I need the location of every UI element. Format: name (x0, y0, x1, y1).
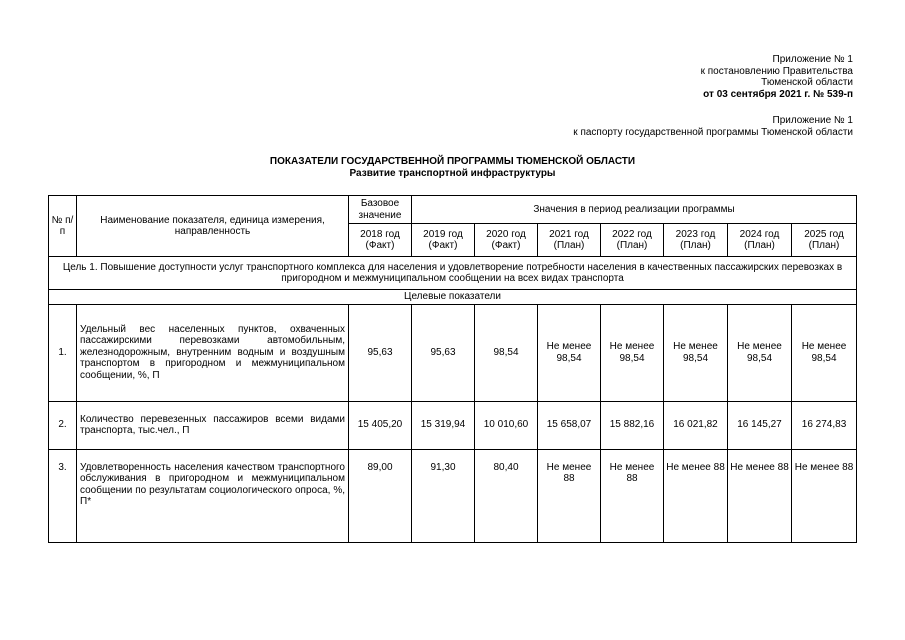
header-base: Базовое значение (349, 196, 412, 224)
row-number: 3. (49, 449, 77, 542)
value-cell: 16 021,82 (664, 401, 728, 449)
annex-line: к постановлению Правительства (700, 65, 853, 77)
value-cell: 15 882,16 (601, 401, 664, 449)
table-row (49, 449, 857, 542)
year-kind: (План) (680, 240, 711, 251)
year-header-cell (601, 224, 664, 257)
year-kind: (Факт) (428, 240, 458, 251)
value-cell: 16 145,27 (728, 401, 792, 449)
year-header-cell (664, 224, 728, 257)
value-cell: Не менее 88 (601, 449, 664, 542)
value-cell: Не менее 88 (538, 449, 601, 542)
value-cell: 15 405,20 (349, 401, 412, 449)
value-cell: 15 319,94 (412, 401, 475, 449)
year-header-cell (475, 224, 538, 257)
goal-text: Цель 1. Повышение доступности услуг транспортного комплекса для населения и удовлетворение потребности населения в качественных пассажирских перевозках в пригородном и межмуниципальном сообщении на всех видах транспорта (49, 257, 857, 290)
annex-line: Приложение № 1 (772, 54, 853, 65)
value-cell: Не менее 98,54 (601, 304, 664, 401)
year-label: 2023 год (675, 228, 716, 240)
year-label: 2022 год (612, 228, 652, 240)
year-kind: (План) (808, 240, 840, 251)
value-cell: 98,54 (475, 304, 538, 401)
year-kind: (План) (553, 240, 585, 251)
year-label: 2020 год (486, 228, 526, 240)
value-cell: 10 010,60 (475, 401, 538, 449)
value-cell: Не менее 88 (792, 449, 857, 542)
page-subtitle: Развитие транспортной инфраструктуры (349, 168, 556, 179)
value-cell: 95,63 (412, 304, 475, 401)
indicator-name: Удовлетворенность населения качеством транспортного обслуживания в пригородном и межмуниципальном сообщении по результатам социологического опроса, %, П* (77, 449, 349, 542)
year-header-cell (412, 224, 475, 257)
header-name: Наименование показателя, единица измерения, направленность (77, 196, 349, 257)
year-label: 2021 год (549, 228, 589, 240)
goal-row (49, 257, 857, 290)
year-label: 2018 год (360, 228, 400, 240)
value-cell: Не менее 98,54 (664, 304, 728, 401)
value-cell: 95,63 (349, 304, 412, 401)
row-number: 1. (49, 304, 77, 401)
year-kind: (План) (616, 240, 648, 251)
value-cell: 16 274,83 (792, 401, 857, 449)
value-cell: 80,40 (475, 449, 538, 542)
row-number: 2. (49, 401, 77, 449)
value-cell: 89,00 (349, 449, 412, 542)
year-header-cell (349, 224, 412, 257)
section-title: Целевые показатели (49, 290, 857, 305)
value-cell: Не менее 88 (664, 449, 728, 542)
page-title: ПОКАЗАТЕЛИ ГОСУДАРСТВЕННОЙ ПРОГРАММЫ ТЮМЕНСКОЙ ОБЛАСТИ (269, 156, 636, 167)
passport-annex-header (573, 115, 853, 138)
year-header-cell (728, 224, 792, 257)
year-kind: (План) (744, 240, 775, 251)
table-row (49, 401, 857, 449)
value-cell: 15 658,07 (538, 401, 601, 449)
annex-line: Приложение № 1 (772, 115, 853, 126)
header-row (49, 196, 857, 224)
indicator-name: Удельный вес населенных пунктов, охваченных пассажирскими перевозками автомобильным, железнодорожным, внутренним водным и воздушным транспортом в пригородном и межмуниципальном сообщении, %, П (77, 304, 349, 401)
year-label: 2024 год (739, 228, 780, 240)
document-titles (0, 156, 905, 180)
annex-line: к паспорту государственной программы Тюменской области (573, 126, 853, 138)
header-num: № п/п (49, 196, 77, 257)
indicator-name: Количество перевезенных пассажиров всеми видами транспорта, тыс.чел., П (77, 401, 349, 449)
annex-date-line: от 03 сентября 2021 г. № 539-п (703, 88, 853, 100)
value-cell: Не менее 98,54 (792, 304, 857, 401)
year-label: 2019 год (423, 228, 463, 240)
year-kind: (Факт) (491, 240, 521, 251)
annex-header (701, 54, 853, 100)
annex-line: Тюменской области (761, 77, 853, 88)
year-header-cell (538, 224, 601, 257)
value-cell: Не менее 98,54 (538, 304, 601, 401)
value-cell: Не менее 98,54 (728, 304, 792, 401)
value-cell: 91,30 (412, 449, 475, 542)
indicators-table (48, 195, 857, 543)
header-period: Значения в период реализации программы (412, 196, 857, 224)
section-row (49, 290, 857, 305)
table-row (49, 304, 857, 401)
year-label: 2025 год (804, 228, 844, 240)
year-kind: (Факт) (365, 240, 395, 251)
value-cell: Не менее 88 (728, 449, 792, 542)
year-header-cell (792, 224, 857, 257)
